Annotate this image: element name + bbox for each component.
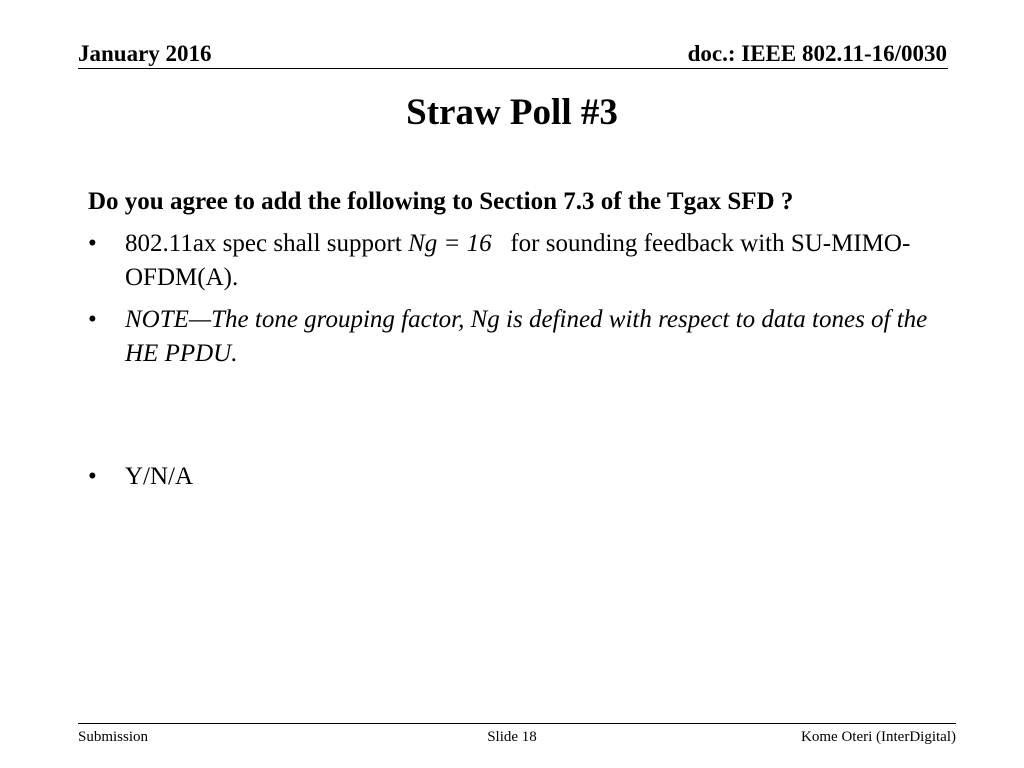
bullet-icon: • — [88, 306, 97, 333]
slide-title: Straw Poll #3 — [406, 92, 618, 133]
bullet-text — [125, 227, 935, 295]
bullet-text-suffix: for sounding feedback with SU-MIMO-OFDM(A). — [125, 230, 911, 291]
bullet-icon: • — [88, 463, 97, 490]
bullet-text-prefix: 802.11ax spec shall support — [125, 230, 409, 257]
footer-submission: Submission — [78, 729, 149, 745]
header-date: January 2016 — [78, 41, 212, 66]
footer-author: Kome Oteri (InterDigital) — [801, 729, 956, 745]
bullet-text: NOTE—The tone grouping factor, Ng is defined with respect to data tones of the HE PPDU. — [125, 306, 928, 367]
bullet-text-emphasis: Ng = 16 — [408, 230, 492, 257]
header-divider — [78, 68, 948, 69]
poll-question: Do you agree to add the following to Section 7.3 of the Tgax SFD ? — [88, 188, 794, 215]
bullet-text: Y/N/A — [125, 463, 194, 490]
footer-slide-number: Slide 18 — [487, 729, 537, 745]
bullet-icon: • — [88, 230, 97, 257]
footer-divider — [78, 723, 956, 724]
header-doc-id: doc.: IEEE 802.11-16/0030 — [687, 41, 947, 66]
